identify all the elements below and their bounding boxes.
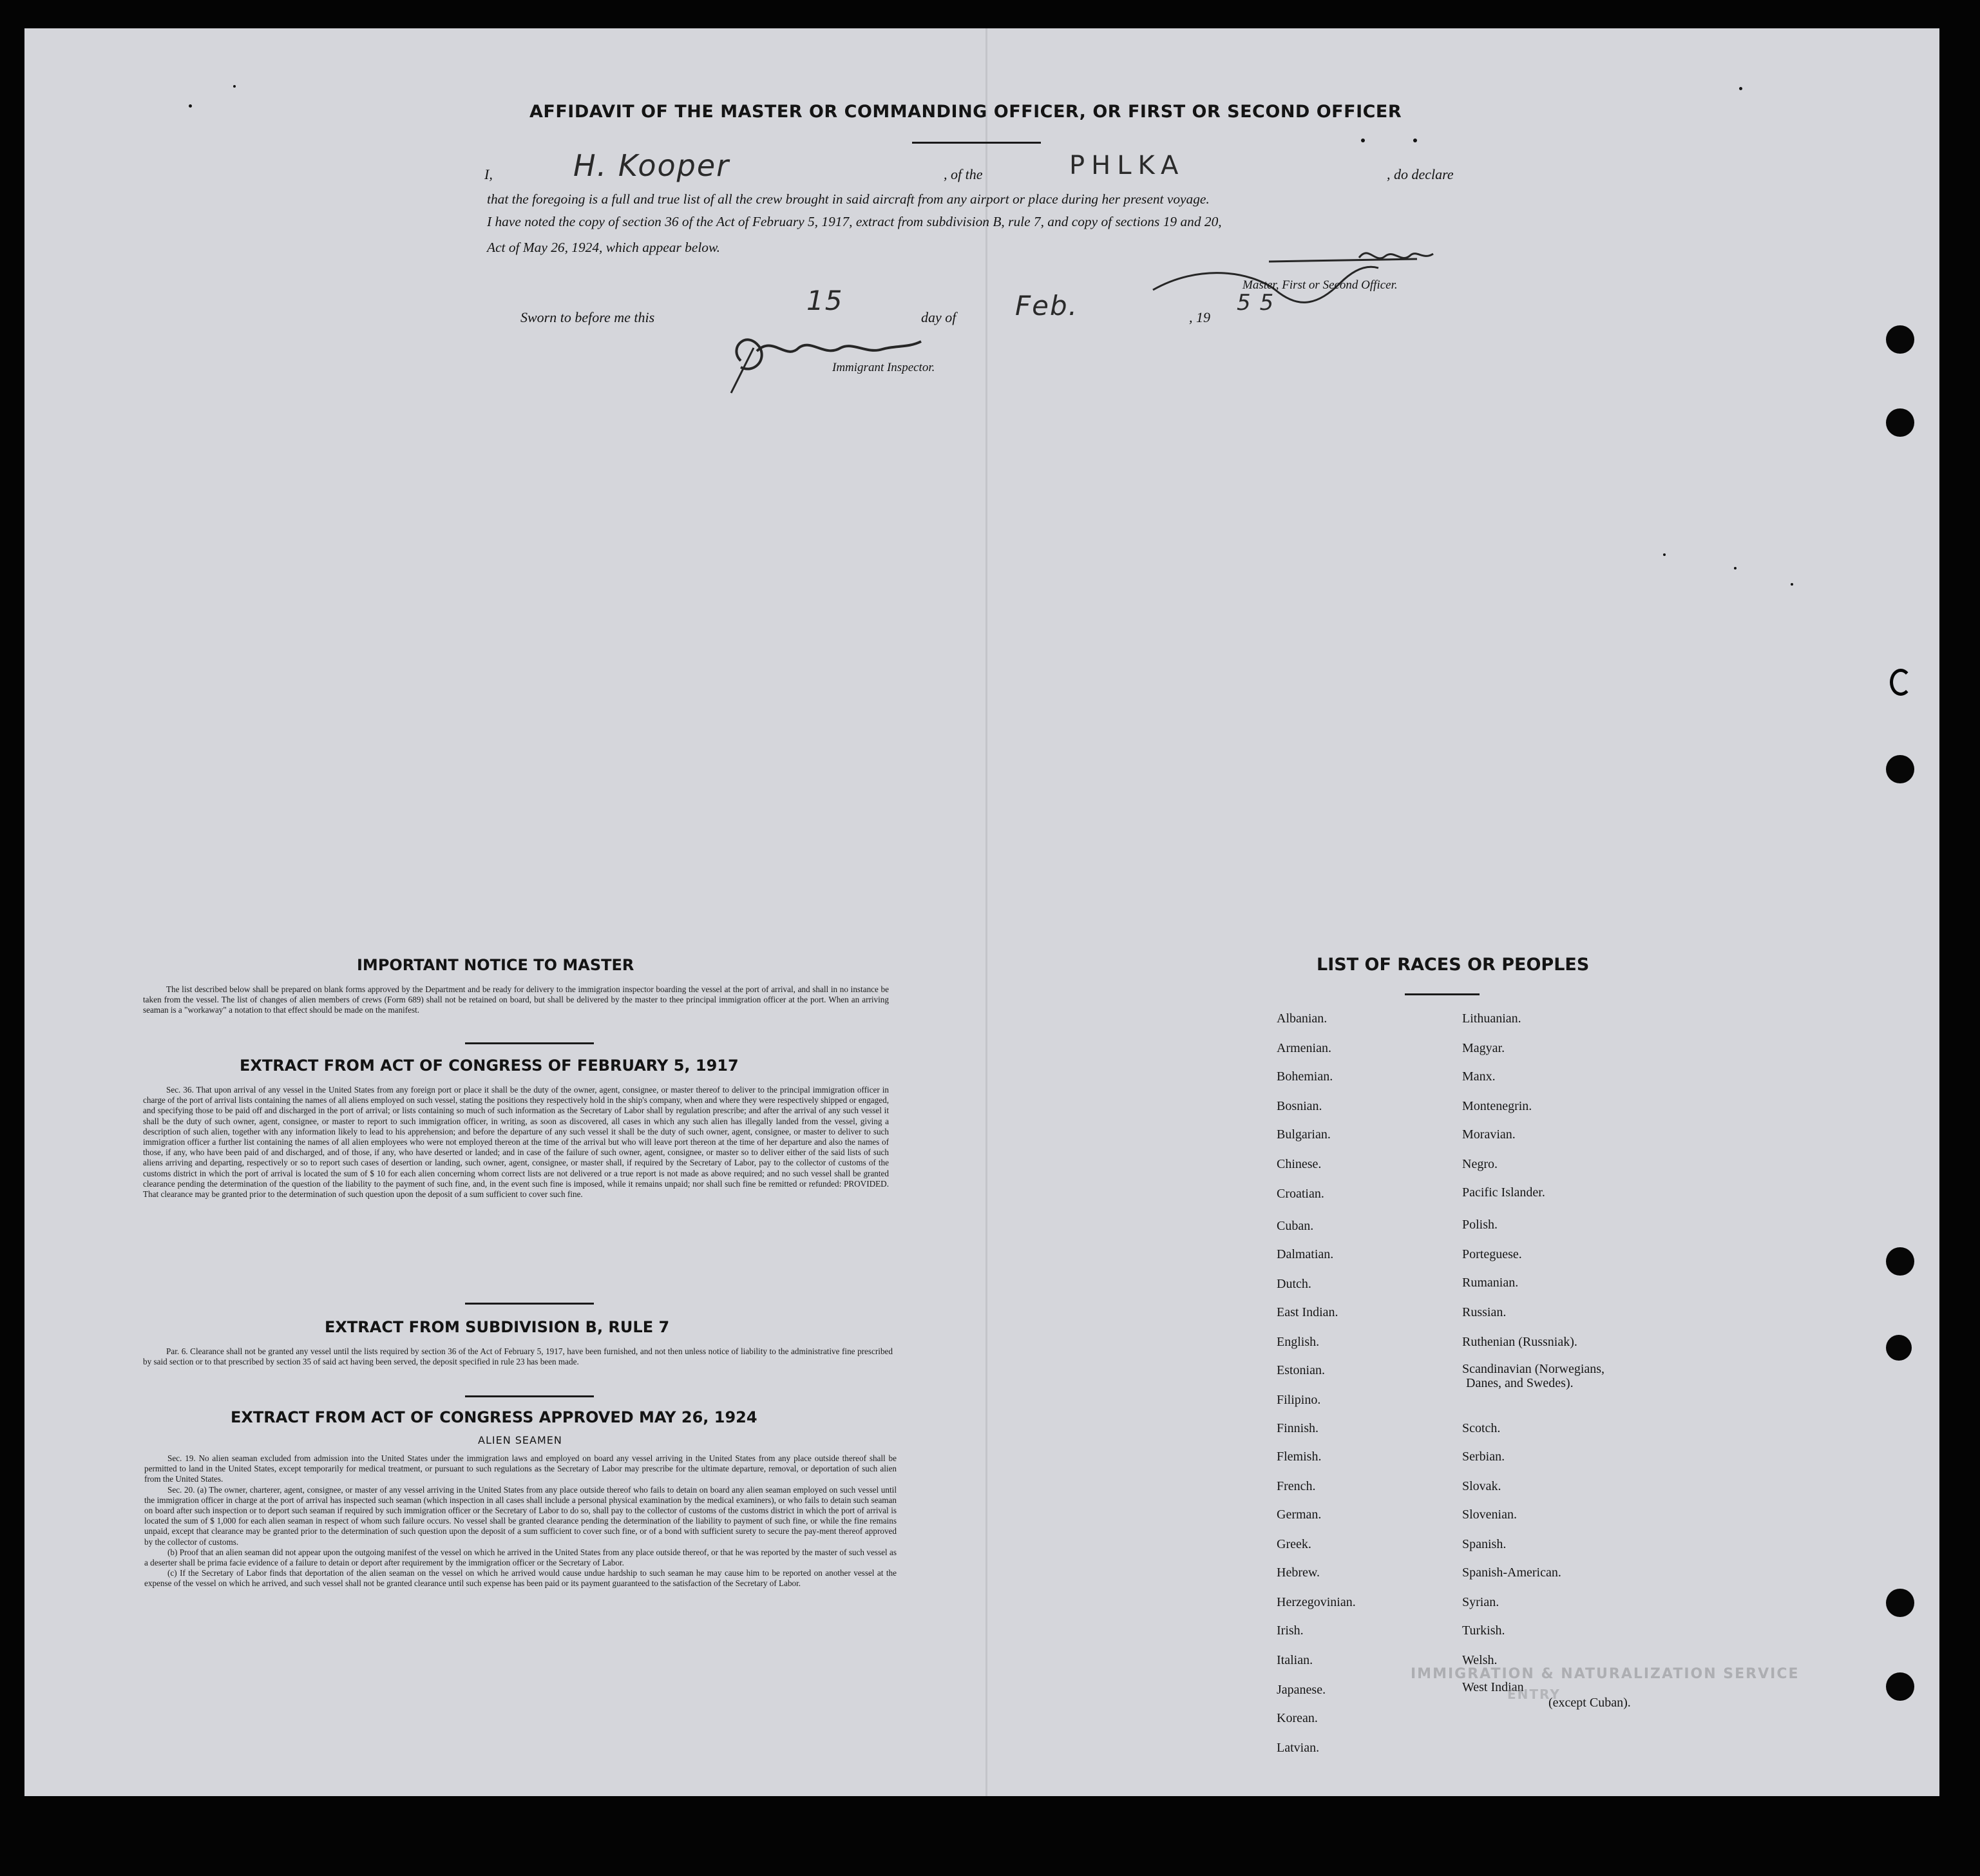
speck	[1361, 139, 1365, 142]
alien-seamen-subheading: ALIEN SEAMEN	[478, 1434, 562, 1446]
race-item: Armenian.	[1277, 1041, 1331, 1055]
race-item: Pacific Islander.	[1462, 1185, 1545, 1200]
race-item: Herzegovinian.	[1277, 1595, 1356, 1609]
sec20c-paragraph: (c) If the Secretary of Labor finds that deportation of the alien seaman on the vessel on which he arrived would cause undue hardship to such seaman he may cause him to be reported on another vessel at the expense of the vessel on which he arrived, and such vessel shall not be granted clearance until such expense has been paid or its payment guaranteed to the satisfaction of the Secretary of Labor.	[144, 1568, 897, 1589]
punch-hole	[1886, 755, 1914, 783]
punch-hole	[1886, 1247, 1914, 1276]
affidavit-heading: AFFIDAVIT OF THE MASTER OR COMMANDING OFFICER, OR FIRST OR SECOND OFFICER	[529, 102, 1402, 122]
notice-body	[143, 984, 889, 1016]
race-item: Dutch.	[1277, 1277, 1311, 1291]
race-item: Russian.	[1462, 1305, 1507, 1319]
race-item: Rumanian.	[1462, 1276, 1519, 1290]
race-item: East Indian.	[1277, 1305, 1338, 1319]
extract-1924-body	[144, 1453, 897, 1589]
i-label: I,	[484, 166, 493, 182]
race-item: Estonian.	[1277, 1363, 1325, 1377]
sec20a-paragraph: Sec. 20. (a) The owner, charterer, agent, consignee, or master of any vessel arriving in the United States from any place outside thereof who fails to detain on board any alien seaman employed on such vessel until the immigration officer in charge at the port of arrival has inspected such seaman (which inspection in all cases shall include a personal physical examination by the medical examiners), or who fails to detain such seaman on board after such inspection or to deport such seaman if required by such immigration officer or the Secretary of Labor to do so, shall pay to the collector of customs of the customs district in which the port of arrival is located the sum of $ 1,000 for each alien seaman in respect of whom such failure occurs. No vessel shall be granted clearance pending the determination of the liability to payment of such fine, or while the fine remains unpaid, except that clearance may be granted prior to the determination of such question upon the deposit of a sum sufficient to cover such fine, or of a bond with sufficient surety to secure the pay-ment thereof approved by the collector of customs.	[144, 1484, 897, 1547]
race-item: Slovenian.	[1462, 1508, 1517, 1522]
punch-hole	[1886, 1589, 1914, 1617]
race-item: Latvian.	[1277, 1741, 1320, 1755]
notice-paragraph: The list described below shall be prepared on blank forms approved by the Department and be ready for delivery to the immigration inspector boarding the vessel at the port of arrival, and shall in no instance be taken from the vessel. The list of changes of alien members of crews (Form 689) shall not be retained on board, but shall be delivered by the master to thee principal immigration officer at the port. When an arriving seaman is a "workaway" a notation to that effect should be made on the manifest.	[143, 984, 889, 1015]
race-item: Cuban.	[1277, 1219, 1314, 1233]
race-item: Filipino.	[1277, 1393, 1321, 1407]
section-divider	[465, 1395, 594, 1397]
race-item: Spanish.	[1462, 1537, 1507, 1551]
race-item: Lithuanian.	[1462, 1011, 1521, 1026]
race-item: Greek.	[1277, 1537, 1311, 1551]
race-item: Porteguese.	[1462, 1247, 1522, 1261]
speck	[1739, 87, 1742, 90]
race-item: Slovak.	[1462, 1479, 1501, 1493]
race-item: Polish.	[1462, 1218, 1498, 1232]
speck	[189, 104, 192, 108]
race-item: Bosnian.	[1277, 1099, 1322, 1113]
race-item: Welsh.	[1462, 1653, 1498, 1667]
master-name-handwritten: H. Kooper	[573, 148, 730, 183]
faded-stamp-line-1: IMMIGRATION & NATURALIZATION SERVICE	[1411, 1666, 1800, 1682]
race-item: Danes, and Swedes).	[1466, 1376, 1574, 1390]
race-item: West Indian	[1462, 1680, 1524, 1694]
extract-1924-heading: EXTRACT FROM ACT OF CONGRESS APPROVED MAY 26, 1924	[231, 1408, 757, 1426]
do-declare-label: , do declare	[1387, 166, 1454, 182]
race-item: Korean.	[1277, 1711, 1318, 1725]
race-item: Italian.	[1277, 1653, 1313, 1667]
extract-1917-heading: EXTRACT FROM ACT OF CONGRESS OF FEBRUARY 5, 1917	[240, 1057, 739, 1075]
speck	[1413, 139, 1417, 142]
affidavit-line-3: Act of May 26, 1924, which appear below.	[487, 240, 721, 255]
day-of-label: day of	[921, 309, 957, 325]
sec19-paragraph: Sec. 19. No alien seaman excluded from admission into the United States under the immigration laws and employed on board any vessel arriving in the United States from any place outside thereof shall be permitted to land in the United States, except temporarily for medical treatment, or pursuant to such regulations as the Secretary of Labor may prescribe for the ultimate departure, removal, or deportation of such alien from the United States.	[144, 1453, 897, 1484]
heading-underline	[912, 142, 1041, 144]
race-item: Ruthenian (Russniak).	[1462, 1335, 1577, 1349]
sworn-label: Sworn to before me this	[520, 309, 655, 325]
race-item: Hebrew.	[1277, 1565, 1320, 1580]
extract-rule7-heading: EXTRACT FROM SUBDIVISION B, RULE 7	[325, 1318, 670, 1336]
punch-hole	[1886, 1335, 1912, 1361]
race-item: Flemish.	[1277, 1450, 1322, 1464]
speck	[1663, 553, 1666, 556]
race-item: Scandinavian (Norwegians,	[1462, 1362, 1605, 1376]
race-item: German.	[1277, 1508, 1322, 1522]
race-item: Negro.	[1462, 1157, 1498, 1171]
punch-hole	[1886, 325, 1914, 354]
year-label: , 19	[1189, 309, 1210, 325]
center-fold	[985, 28, 987, 1796]
race-item: Scotch.	[1462, 1421, 1501, 1435]
extract-rule7-body	[143, 1346, 893, 1367]
race-item: Japanese.	[1277, 1683, 1326, 1697]
sec20b-paragraph: (b) Proof that an alien seaman did not appear upon the outgoing manifest of the vessel on which he arrived in the United States from any place outside thereof, or that he was reported by the master of such vessel as a deserter shall be prima facie evidence of a failure to detain or deport after requirement by the immigration officer or the Secretary of Labor.	[144, 1547, 897, 1568]
race-item: Spanish-American.	[1462, 1565, 1561, 1580]
race-item: Montenegrin.	[1462, 1099, 1532, 1113]
year-handwritten: 55	[1237, 290, 1283, 316]
race-item: Chinese.	[1277, 1157, 1322, 1171]
race-item: Croatian.	[1277, 1187, 1324, 1201]
race-item: Finnish.	[1277, 1421, 1319, 1435]
races-underline	[1405, 993, 1480, 995]
section-divider	[465, 1303, 594, 1305]
aircraft-handwritten: PHLKA	[1069, 151, 1185, 180]
extract-1917-body	[143, 1085, 889, 1200]
affidavit-line-1: that the foregoing is a full and true list of all the crew brought in said aircraft from any airport or place during her present voyage.	[487, 191, 1210, 207]
race-item: Turkish.	[1462, 1623, 1505, 1638]
race-item: Albanian.	[1277, 1011, 1328, 1026]
notice-heading: IMPORTANT NOTICE TO MASTER	[357, 956, 634, 974]
faded-stamp-line-2: ENTRY	[1507, 1687, 1561, 1702]
race-item: Magyar.	[1462, 1041, 1505, 1055]
race-item: Syrian.	[1462, 1595, 1499, 1609]
inspector-caption: Immigrant Inspector.	[832, 361, 935, 374]
affidavit-line-2: I have noted the copy of section 36 of the Act of February 5, 1917, extract from subdivision B, rule 7, and copy of sections 19 and 20,	[487, 214, 1222, 229]
race-item: Serbian.	[1462, 1450, 1505, 1464]
section-divider	[465, 1042, 594, 1044]
race-item: Manx.	[1462, 1069, 1496, 1084]
of-the-label: , of the	[944, 166, 983, 182]
race-item: Moravian.	[1462, 1127, 1516, 1142]
speck	[1791, 583, 1793, 586]
races-heading: LIST OF RACES OR PEOPLES	[1317, 955, 1590, 975]
sec36-paragraph: Sec. 36. That upon arrival of any vessel in the United States from any foreign port or place it shall be the duty of the owner, agent, consignee, or master thereof to deliver to the principal immigration officer in charge of the port of arrival lists containing the names of all aliens employed on such vessel, stating the positions they respectively hold in the ship's company, when and where they were respectively shipped or engaged, and specifying those to be paid off and discharged in the port of arrival; or lists containing so much of such information as the Secretary of Labor shall by regulation prescribe; and after the arrival of any such vessel it shall be the duty of such owner, agent, consignee, or master to report to such immigration officer, in writing, as soon as discovered, all cases in which any such alien has illegally landed from the vessel, giving a description of such alien, together with any information likely to lead to his apprehension; and before the departure of any such vessel it shall be the duty of such owner, agent, consignee, or master to deliver to such immigration officer a further list containing the names of all alien employees who were not employed thereon at the time of the arrival but who will leave port thereon at the time of her departure and also the names of those, if any, who have been paid of and discharged, and of those, if any, who have deserted or landed; and in case of the failure of such owner, agent, consignee, or master so to deliver either of the said lists of such aliens arriving and departing, respectively or so to report such cases of desertion or landing, such owner, agent, consignee, or master shall, if required by the Secretary of Labor, pay to the collector of customs of the customs district in which the port of arrival is located the sum of $ 10 for each alien concerning whom correct lists are not delivered or a true report is not made as above required; and no such vessel shall be granted clearance pending the determination of the question of the liability to the payment of such fine, and, in the event such fine is imposed, while it remains unpaid; nor shall such fine be remitted or refunded: PROVIDED. That clearance may be granted prior to the determination of such question upon the deposit of a sum sufficient to cover such fine.	[143, 1085, 889, 1200]
month-handwritten: Feb.	[1015, 290, 1079, 321]
speck	[233, 85, 236, 88]
punch-hole	[1886, 1672, 1914, 1701]
race-item: (except Cuban).	[1548, 1696, 1631, 1710]
master-caption: Master, First or Second Officer.	[1242, 278, 1398, 292]
punch-hole	[1886, 408, 1914, 437]
race-item: Dalmatian.	[1277, 1247, 1334, 1261]
race-item: English.	[1277, 1335, 1320, 1349]
race-item: Bulgarian.	[1277, 1127, 1331, 1142]
speck	[1734, 567, 1737, 570]
day-handwritten: 15	[806, 285, 844, 316]
race-item: Irish.	[1277, 1623, 1304, 1638]
race-item: Bohemian.	[1277, 1069, 1333, 1084]
punch-hole-partial	[1890, 669, 1912, 696]
race-item: French.	[1277, 1479, 1316, 1493]
par6-paragraph: Par. 6. Clearance shall not be granted any vessel until the lists required by section 36 of the Act of February 5, 1917, have been furnished, and not then unless notice of liability to the administrative fine prescribed by said section or to that prescribed by section 35 of said act having been served, the deposit specified in rule 23 has been made.	[143, 1346, 893, 1367]
